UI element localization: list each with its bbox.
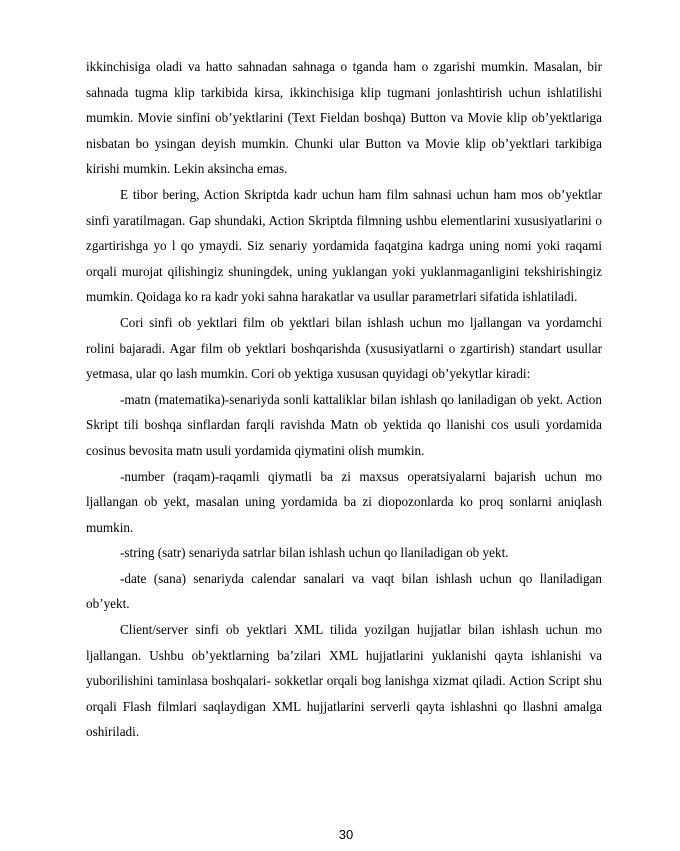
document-page [86, 54, 602, 745]
paragraph-string-object: -string (satr) senariyda satrlar bilan ishlash uchun qo llaniladigan ob yekt. [120, 545, 509, 561]
paragraph-continuation: ikkinchisiga oladi va hatto sahnadan sahnaga o tganda ham o zgarishi mumkin. Masalan, bir sahnada tugma klip tarkibida kirsa, ikkinchisiga klip tugmani jonlashtirish uchun ishlatilishi mumkin. Movie sinfini ob’yektlarini (Text Fieldan boshqa) Button va Movie klip ob’yektlariga nisbatan bo ysingan deyish mumkin. Chunki ular Button va Movie klip ob’yektlari tarkibiga kirishi mumkin. Lekin aksincha emas. [86, 59, 602, 177]
paragraph-client-server: Client/server sinfi ob yektlari XML tilida yozilgan hujjatlar bilan ishlash uchun mo ljallangan. Ushbu ob’yektlarning ba’zilari XML hujjatlarini yuklanishi qayta ishlanishi va yuborilishini taminlasa boshqalari- sokketlar orqali bog lanishga xizmat qiladi. Action Script shu orqali Flash filmlari saqlaydigan XML hujjatlarini serverli qayta ishlashni qo llashni amalga oshiriladi. [86, 622, 602, 740]
page-number: 30 [338, 827, 354, 842]
paragraph-cori-class: Cori sinfi ob yektlari film ob yektlari bilan ishlash uchun mo ljallangan va yordamchi rolini bajaradi. Agar film ob yektlari boshqarishda (xususiyatlarni o zgartirish) standart usullar yetmasa, ular qo lash mumkin. Cori ob yektiga xususan quyidagi ob’yekytlar kiradi: [86, 314, 602, 382]
paragraph-date-object: -date (sana) senariyda calendar sanalari va vaqt bilan ishlash uchun qo llaniladigan ob’yekt. [86, 570, 602, 612]
paragraph-action-script-note: E tibor bering, Action Skriptda kadr uchun ham film sahnasi uchun ham mos ob’yektlar sinfi yaratilmagan. Gap shundaki, Action Skriptda filmning ushbu elementlarini xususiyatlarini o zgartirishga yo l qo ymaydi. Siz senariy yordamida faqatgina kadrga uning nomi yoki raqami orqali murojat qilishingiz shuningdek, uning yuklangan yoki yuklanmaganligini tekshirishingiz mumkin. Qoidaga ko ra kadr yoki sahna harakatlar va usullar parametrlari sifatida ishlatiladi. [86, 186, 602, 305]
paragraph-matn-object: -matn (matematika)-senariyda sonli kattaliklar bilan ishlash qo laniladigan ob yekt. Action Skript tili boshqa sinflardan farqli ravishda Matn ob yektida qo llanishi cos usuli yordamida cosinus bevosita matn usuli yordamida qiymatini olish mumkin. [86, 391, 602, 458]
paragraph-number-object: -number (raqam)-raqamli qiymatli ba zi maxsus operatsiyalarni bajarish uchun mo ljallangan ob yekt, masalan uning yordamida ba zi diopozonlarda ko proq sonlarni aniqlash mumkin. [86, 468, 602, 535]
